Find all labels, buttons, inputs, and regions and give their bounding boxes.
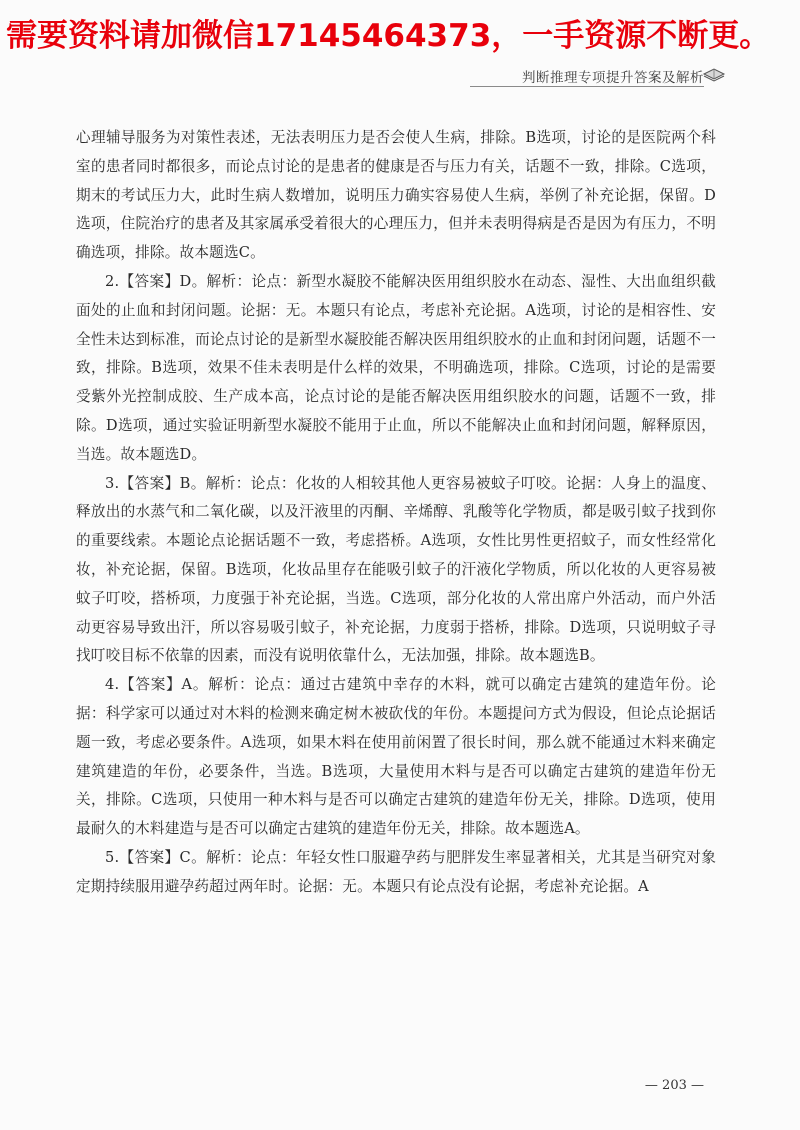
answer-explanations xyxy=(76,124,716,902)
paragraph-q1-continued: 心理辅导服务为对策性表述，无法表明压力是否会使人生病，排除。B选项，讨论的是医院两个科室的患者同时都很多，而论点讨论的是患者的健康是否与压力有关，话题不一致，排除。C选项，期末的考试压力大，此时生病人数增加，说明压力确实容易使人生病，举例了补充论据，保留。D选项，住院治疗的患者及其家属承受着很大的心理压力，但并未表明得病是否是因为有压力，不明确选项，排除。故本题选C。 xyxy=(76,129,716,262)
wechat-banner: 需要资料请加微信17145464373，一手资源不断更。 xyxy=(6,18,771,54)
book-icon xyxy=(702,62,726,84)
page-number: — 203 — xyxy=(644,1078,704,1093)
paragraph-q4: 4.【答案】A。解析：论点：通过古建筑中幸存的木料，就可以确定古建筑的建造年份。论据：科学家可以通过对木料的检测来确定树木被砍伐的年份。本题提问方式为假设，但论点论据话题一致，考虑必要条件。A选项，如果木料在使用前闲置了很长时间，那么就不能通过木料来确定建筑建造的年份，必要条件，当选。B选项，大量使用木料与是否可以确定古建筑的建造年份无关，排除。C选项，只使用一种木料与是否可以确定古建筑的建造年份无关，排除。D选项，使用最耐久的木料建造与是否可以确定古建筑的建造年份无关，排除。故本题选A。 xyxy=(76,676,716,838)
running-header: 判断推理专项提升答案及解析 xyxy=(522,70,704,86)
header-rule xyxy=(470,86,704,87)
paragraph-q3: 3.【答案】B。解析：论点：化妆的人相较其他人更容易被蚊子叮咬。论据：人身上的温度、释放出的水蒸气和二氧化碳，以及汗液里的丙酮、辛烯醇、乳酸等化学物质，都是吸引蚊子找到你的重要线索。本题论点论据话题不一致，考虑搭桥。A选项，女性比男性更招蚊子，而女性经常化妆，补充论据，保留。B选项，化妆品里存在能吸引蚊子的汗液化学物质，所以化妆的人更容易被蚊子叮咬，搭桥项，力度强于补充论据，当选。C选项，部分化妆的人常出席户外活动，而户外活动更容易导致出汗，所以容易吸引蚊子，补充论据，力度弱于搭桥，排除。D选项，只说明蚊子寻找叮咬目标不依靠的因素，而没有说明依靠什么，无法加强，排除。故本题选B。 xyxy=(76,474,716,665)
paragraph-q5: 5.【答案】C。解析：论点：年轻女性口服避孕药与肥胖发生率显著相关，尤其是当研究对象定期持续服用避孕药超过两年时。论据：无。本题只有论点没有论据，考虑补充论据。A xyxy=(76,848,716,895)
paragraph-q2: 2.【答案】D。解析：论点：新型水凝胶不能解决医用组织胶水在动态、湿性、大出血组织截面处的止血和封闭问题。论据：无。本题只有论点，考虑补充论据。A选项，讨论的是相容性、安全性未达到标准，而论点讨论的是新型水凝胶能否解决医用组织胶水的止血和封闭问题，话题不一致，排除。B选项，效果不佳未表明是什么样的效果，不明确选项，排除。C选项，讨论的是需要受紫外光控制成胶、生产成本高，论点讨论的是能否解决医用组织胶水的问题，话题不一致，排除。D选项，通过实验证明新型水凝胶不能用于止血，所以不能解决止血和封闭问题，解释原因，当选。故本题选D。 xyxy=(76,272,716,463)
